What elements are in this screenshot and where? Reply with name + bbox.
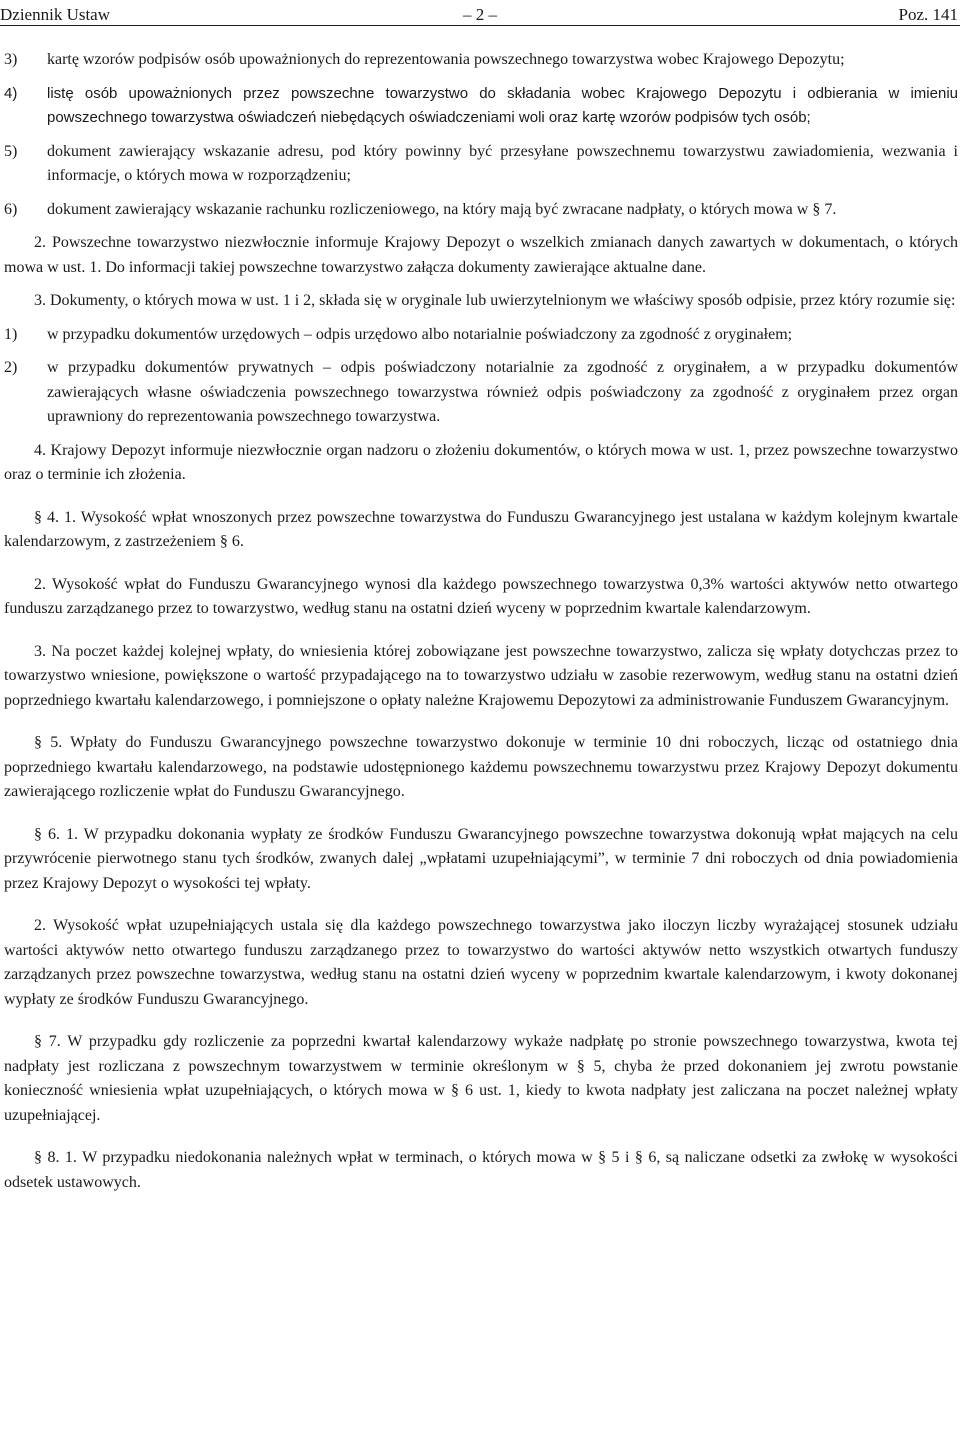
- list-item-number: 2): [4, 359, 18, 376]
- section-8-paragraph-1: § 8. 1. W przypadku niedokonania należnych wpłat w terminach, o których mowa w § 5 i § 6, są naliczane odsetki za zwłokę w wysokości odsetek ustawowych.: [4, 1149, 958, 1191]
- list-item-text: listę osób upoważnionych przez powszechne towarzystwo do składania wobec Krajowego Depozytu i odbierania w imieniu powszechnego towarzystwa oświadczeń niebędących oświadczeniami woli oraz kartę wzorów podpisów tych osób;: [47, 84, 958, 126]
- list-item: [4, 323, 958, 348]
- section-6-paragraph-2: 2. Wysokość wpłat uzupełniających ustala się dla każdego powszechnego towarzystwa jako iloczyn liczby wyrażającej stosunek udziału wartości aktywów netto otwartego funduszu zarządzanego przez to towarzystwo do wartości aktywów netto wszystkich otwartych funduszy zarządzanych przez powszechne towarzystwa, według stanu na ostatni dzień wyceny w poprzednim kwartale kalendarzowym, i kwoty dokonanej wypłaty ze środków Funduszu Gwarancyjnego.: [4, 917, 958, 1008]
- list-item-number: 4): [4, 84, 18, 102]
- list-item-text: kartę wzorów podpisów osób upoważnionych do reprezentowania powszechnego towarzystwa wobec Krajowego Depozytu;: [47, 51, 845, 68]
- paragraph-4: 4. Krajowy Depozyt informuje niezwłocznie organ nadzoru o złożeniu dokumentów, o których mowa w ust. 1, przez powszechne towarzystwo oraz o terminie ich złożenia.: [4, 441, 958, 483]
- journal-title: Dziennik Ustaw: [0, 5, 111, 24]
- page-number: – 2 –: [463, 5, 497, 24]
- list-item-text: dokument zawierający wskazanie adresu, pod który powinny być przesyłane powszechnemu towarzystwu zawiadomienia, wezwania i informacje, o których mowa w rozporządzeniu;: [47, 142, 958, 184]
- list-item-number: 3): [4, 51, 18, 68]
- paragraph-3: 3. Dokumenty, o których mowa w ust. 1 i 2, składa się w oryginale lub uwierzytelnionym we właściwy sposób odpisie, przez który rozumie się:: [34, 292, 956, 309]
- section-4-paragraph-3: 3. Na poczet każdej kolejnej wpłaty, do wniesienia której zobowiązane jest powszechne towarzystwo, zalicza się wpłaty dotychczas przez to towarzystwo wniesione, powiększone o wartość przypadającego na to towarzystwo udziału w zasobie rezerwowym, według stanu na ostatni dzień poprzedniego kwartału kalendarzowego, i pomniejszone o opłaty należne Krajowemu Depozytowi za administrowanie Funduszem Gwarancyjnym.: [4, 642, 958, 709]
- list-item-number: 6): [4, 200, 18, 218]
- list-item-number: 1): [4, 325, 18, 343]
- list-item: [4, 198, 958, 223]
- list-item: [4, 140, 958, 189]
- page-header: [0, 4, 960, 26]
- position-number: Poz. 141: [898, 5, 958, 24]
- list-item: [4, 82, 958, 131]
- document-body: [4, 48, 958, 1204]
- section-7: § 7. W przypadku gdy rozliczenie za poprzedni kwartał kalendarzowy wykaże nadpłatę po stronie powszechnego towarzystwa, kwota tej nadpłaty jest rozliczana z powszechnym towarzystwem w terminie określonym w § 5, chyba że przed dokonaniem jej zwrotu powstanie konieczność wniesienia wpłat uzupełniających, o których mowa w § 6 ust. 1, kiedy to kwota nadpłaty jest zaliczana na poczet należnej wpłaty uzupełniającej.: [4, 1033, 958, 1124]
- list-item: [4, 356, 958, 430]
- section-4-paragraph-1: § 4. 1. Wysokość wpłat wnoszonych przez powszechne towarzystwa do Funduszu Gwarancyjnego jest ustalana w każdym kolejnym kwartale kalendarzowym, z zastrzeżeniem § 6.: [4, 508, 958, 550]
- list-item-text: w przypadku dokumentów prywatnych – odpis poświadczony notarialnie za zgodność z oryginałem, a w przypadku dokumentów zawierających własne oświadczenia powszechnego towarzystwa również odpis poświadczony za zgodność z oryginałem przez organ uprawniony do reprezentowania powszechnego towarzystwa.: [47, 359, 958, 425]
- paragraph-2: 2. Powszechne towarzystwo niezwłocznie informuje Krajowy Depozyt o wszelkich zmianach danych zawartych w dokumentach, o których mowa w ust. 1. Do informacji takiej powszechne towarzystwo załącza dokumenty zawierające aktualne dane.: [4, 234, 958, 276]
- section-6-paragraph-1: § 6. 1. W przypadku dokonania wypłaty ze środków Funduszu Gwarancyjnego powszechne towarzystwa dokonują wpłat mających na celu przywrócenie pierwotnego stanu tych środków, zwanych dalej „wpłatami uzupełniającymi”, w terminie 7 dni roboczych od dnia powiadomienia przez Krajowy Depozyt o wysokości tej wpłaty.: [4, 825, 958, 892]
- list-item-number: 5): [4, 142, 18, 160]
- section-4-paragraph-2: 2. Wysokość wpłat do Funduszu Gwarancyjnego wynosi dla każdego powszechnego towarzystwa 0,3% wartości aktywów netto otwartego funduszu zarządzanego przez to towarzystwo, według stanu na ostatni dzień wyceny w poprzednim kwartale kalendarzowym.: [4, 575, 958, 617]
- header-rule: [0, 25, 960, 26]
- list-item-text: w przypadku dokumentów urzędowych – odpis urzędowo albo notarialnie poświadczony za zgodność z oryginałem;: [47, 325, 793, 343]
- list-item: [4, 48, 958, 73]
- section-5: § 5. Wpłaty do Funduszu Gwarancyjnego powszechne towarzystwo dokonuje w terminie 10 dni roboczych, licząc od ostatniego dnia poprzedniego kwartału kalendarzowego, na podstawie udostępnionego każdemu powszechnemu towarzystwu przez Krajowy Depozyt dokumentu zawierającego rozliczenie wpłat do Funduszu Gwarancyjnego.: [4, 734, 958, 800]
- list-item-text: dokument zawierający wskazanie rachunku rozliczeniowego, na który mają być zwracane nadpłaty, o których mowa w § 7.: [47, 200, 837, 218]
